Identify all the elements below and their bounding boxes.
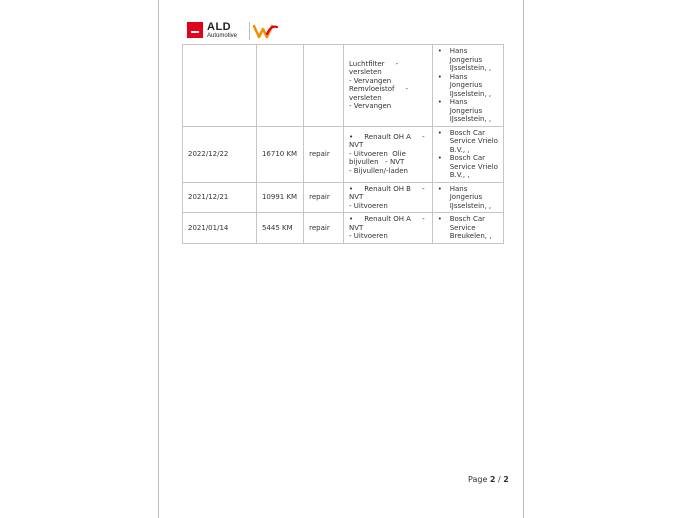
garage-line: Jongerius [449, 106, 483, 115]
garage-line: IJsselstein, , [449, 115, 492, 123]
cell-description [344, 182, 433, 213]
description-line: - Uitvoeren [349, 201, 388, 210]
cell-type: repair [304, 126, 344, 182]
garage-line: Jongerius [449, 55, 483, 64]
garage-line: Bosch Car [449, 128, 486, 137]
ald-logo-square-icon [187, 22, 203, 38]
garage-line: IJsselstein, , [449, 64, 492, 72]
garage-name [450, 98, 491, 124]
cell-mileage [256, 45, 303, 127]
garage-line: Service [449, 223, 476, 232]
garage-line: IJsselstein, , [449, 201, 492, 210]
cell-garage [432, 126, 503, 182]
logo-brand-name: ALD [207, 21, 232, 33]
garage-line: Hans [449, 72, 468, 81]
description-line: NVT [349, 141, 364, 150]
cell-type: repair [304, 182, 344, 213]
garage-line: Hans [449, 184, 468, 193]
maintenance-records-table [182, 44, 504, 244]
bullet-icon: • [437, 184, 442, 193]
cell-description [344, 126, 433, 182]
table-row [183, 45, 504, 127]
current-page: 2 [489, 475, 496, 484]
description-line: - Uitvoeren [349, 232, 388, 240]
garage-list-item [438, 47, 498, 73]
description-bullet-line: • Renault OH A - [349, 215, 425, 223]
bullet-icon: • [437, 47, 442, 55]
cell-garage [432, 45, 503, 127]
bullet-icon: • [437, 215, 442, 223]
garage-list-item [438, 129, 498, 155]
cell-date: 2022/12/22 [183, 126, 257, 182]
logo-brand-subtitle: Automotive [207, 33, 238, 39]
garage-line: Jongerius [449, 81, 483, 89]
bullet-icon: • [437, 72, 442, 81]
cell-date [183, 45, 257, 127]
garage-list-item [438, 154, 498, 180]
garage-line: Jongerius [449, 193, 483, 201]
description-line: bijvullen - NVT [349, 158, 405, 167]
garage-line: Bosch Car [449, 215, 486, 223]
leaseplan-logo-icon [253, 22, 279, 40]
description-line: versleten [349, 93, 382, 102]
description-line: - Vervangen [349, 102, 392, 111]
cell-description [344, 45, 433, 127]
logo-divider [249, 22, 250, 40]
garage-name [450, 47, 491, 73]
description-line: Remvloeistof - [349, 85, 409, 94]
table-row [183, 213, 504, 244]
cell-type: repair [304, 213, 344, 244]
garage-name [450, 154, 498, 180]
cell-type [304, 45, 344, 127]
document-page [158, 0, 524, 518]
description-bullet-line: • Renault OH B - [349, 184, 425, 193]
garage-line: B.V., , [449, 145, 470, 154]
cell-mileage: 5445 KM [256, 213, 303, 244]
cell-date: 2021/01/14 [183, 213, 257, 244]
description-line: - Bijvullen/-laden [349, 166, 408, 175]
garage-line: B.V., , [449, 171, 470, 179]
garage-name [450, 129, 498, 155]
page-number [468, 475, 509, 484]
garage-line: Service Vrielo [449, 137, 498, 145]
garage-name [450, 185, 491, 211]
garage-list-item [438, 98, 498, 124]
page-separator: / [498, 475, 501, 484]
garage-list-item [438, 185, 498, 211]
description-line: - Vervangen [349, 76, 392, 85]
cell-description [344, 213, 433, 244]
description-line: Luchtfilter - [349, 59, 399, 68]
description-line: versleten [349, 68, 382, 77]
bullet-icon: • [437, 98, 442, 106]
garage-list-item [438, 73, 498, 99]
garage-line: Bosch Car [449, 154, 486, 162]
cell-mileage: 16710 KM [256, 126, 303, 182]
cell-mileage: 10991 KM [256, 182, 303, 213]
table-row [183, 126, 504, 182]
garage-list-item [438, 215, 498, 241]
garage-line: Breukelen, , [449, 232, 492, 240]
bullet-icon: • [437, 154, 442, 162]
garage-name [450, 215, 492, 241]
bullet-icon: • [437, 128, 442, 137]
garage-line: Service Vrielo [449, 162, 498, 171]
garage-line: IJsselstein, , [449, 89, 492, 98]
description-line: NVT [349, 223, 364, 232]
description-line: - Uitvoeren Olie [349, 149, 406, 158]
garage-name [450, 73, 491, 99]
cell-garage [432, 213, 503, 244]
description-line: NVT [349, 193, 364, 201]
cell-garage [432, 182, 503, 213]
page-label: Page [468, 475, 488, 484]
cell-date: 2021/12/21 [183, 182, 257, 213]
table-row [183, 182, 504, 213]
total-pages: 2 [503, 475, 509, 484]
garage-line: Hans [449, 47, 468, 55]
garage-line: Hans [449, 98, 468, 106]
description-bullet-line: • Renault OH A - [349, 132, 425, 141]
